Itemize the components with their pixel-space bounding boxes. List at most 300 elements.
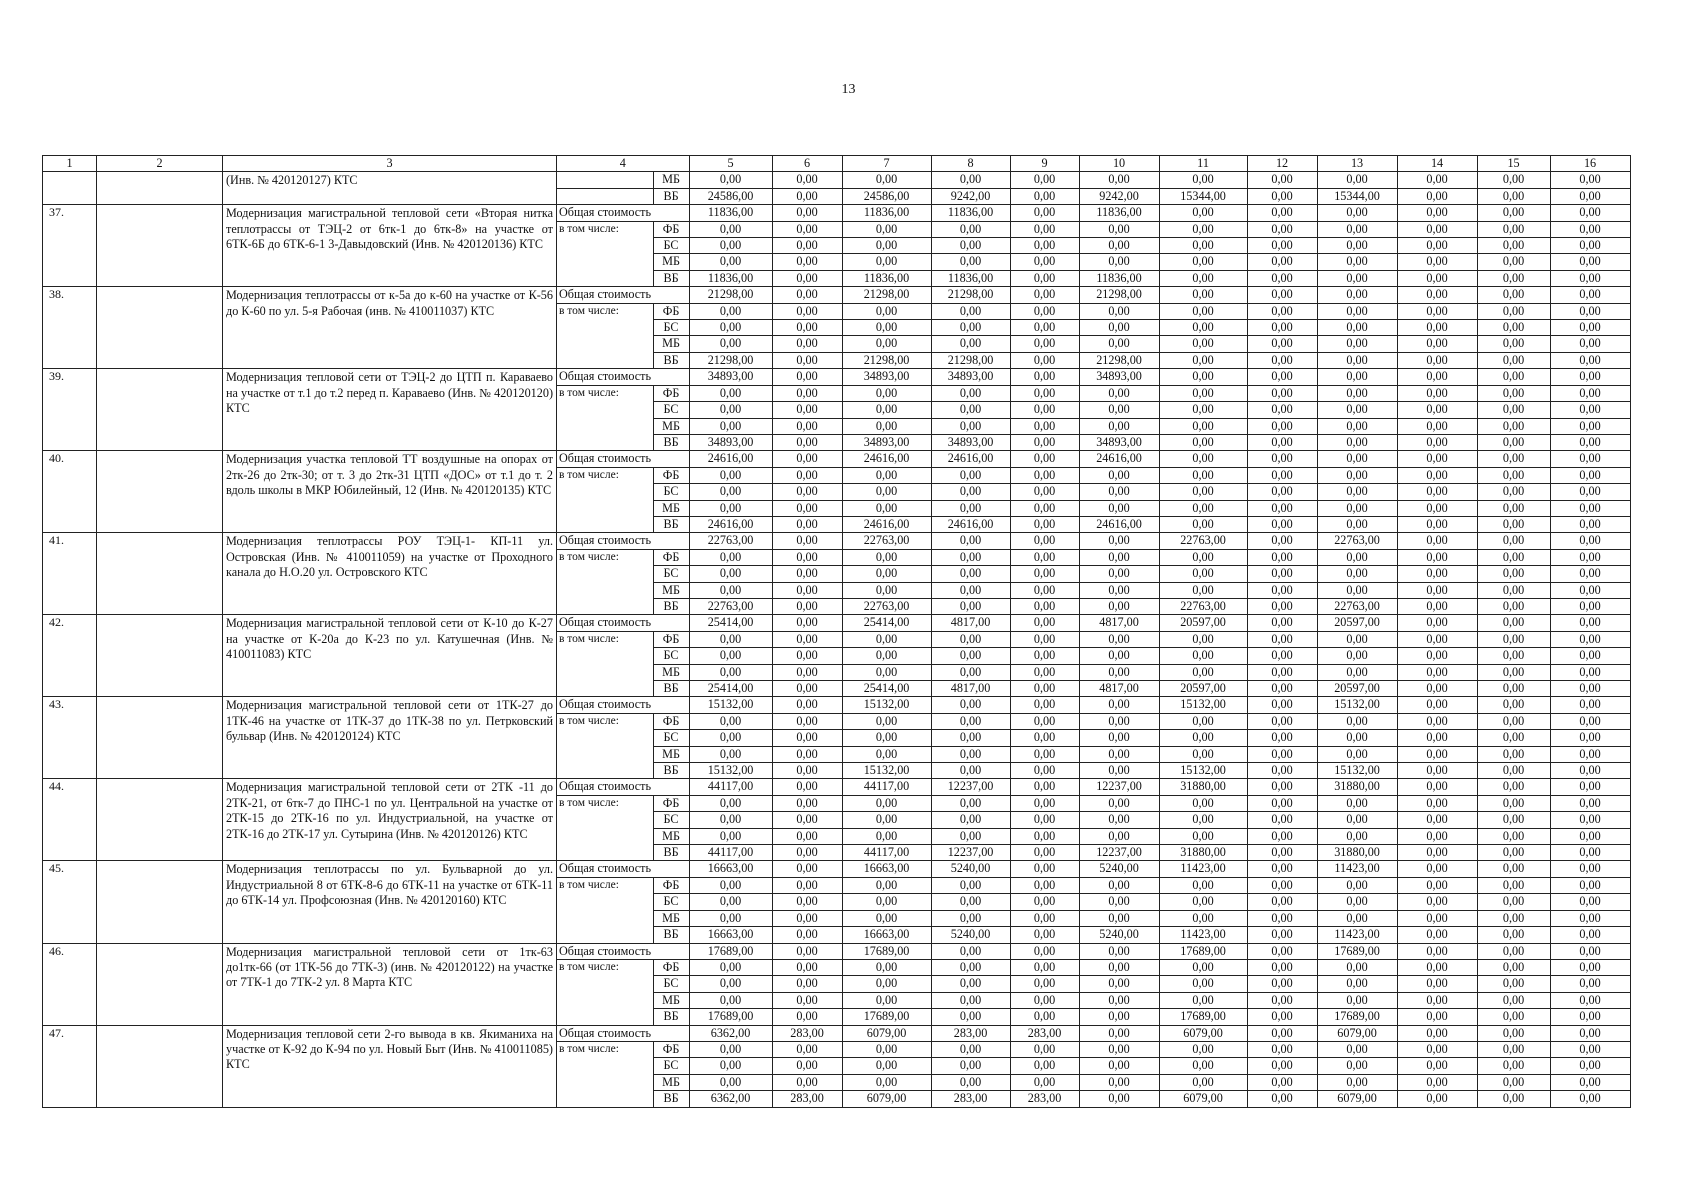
value-cell: 0,00 — [1079, 172, 1159, 188]
value-cell: 0,00 — [689, 566, 772, 582]
value-cell: 0,00 — [1010, 615, 1079, 631]
table-row — [43, 287, 1631, 303]
value-cell: 0,00 — [1079, 1025, 1159, 1041]
value-cell: 0,00 — [1010, 730, 1079, 746]
row-number: 43. — [43, 697, 97, 779]
value-cell: 0,00 — [1477, 681, 1550, 697]
value-cell: 0,00 — [842, 1074, 931, 1090]
project-name: Модернизация магистральной тепловой сети «Вторая нитка теплотрассы от ТЭЦ-2 от 6тк-1 до 6тк-8» на участке от 6ТК-6Б до 6ТК-6-1 3-Давыдовский (Инв. № 420120136) КТС — [223, 205, 557, 287]
value-cell: 0,00 — [772, 730, 842, 746]
value-cell: 0,00 — [1159, 205, 1247, 221]
value-cell: 0,00 — [1159, 812, 1247, 828]
total-cost-label-cont — [653, 287, 689, 303]
value-cell: 44117,00 — [689, 779, 772, 795]
value-cell: 0,00 — [1247, 500, 1317, 516]
value-cell: 0,00 — [1317, 205, 1397, 221]
value-cell: 0,00 — [1159, 352, 1247, 368]
value-cell: 0,00 — [1317, 303, 1397, 319]
value-cell: 0,00 — [1079, 467, 1159, 483]
value-cell: 15132,00 — [1159, 763, 1247, 779]
value-cell: 25414,00 — [689, 615, 772, 631]
value-cell: 34893,00 — [1079, 434, 1159, 450]
value-cell: 0,00 — [1477, 779, 1550, 795]
value-cell: 0,00 — [772, 943, 842, 959]
value-cell: 0,00 — [842, 795, 931, 811]
value-cell: 0,00 — [1477, 451, 1550, 467]
value-cell: 17689,00 — [842, 943, 931, 959]
value-cell: 283,00 — [772, 1091, 842, 1107]
value-cell: 11836,00 — [931, 270, 1010, 286]
value-cell: 0,00 — [772, 664, 842, 680]
value-cell: 17689,00 — [1317, 943, 1397, 959]
value-cell: 0,00 — [1159, 648, 1247, 664]
value-cell: 0,00 — [1159, 828, 1247, 844]
value-cell: 0,00 — [1010, 1041, 1079, 1057]
value-cell: 21298,00 — [842, 287, 931, 303]
value-cell: 0,00 — [1550, 369, 1630, 385]
value-cell: 0,00 — [1079, 631, 1159, 647]
value-cell: 11423,00 — [1317, 861, 1397, 877]
value-cell: 0,00 — [1550, 402, 1630, 418]
value-cell: 0,00 — [1550, 188, 1630, 204]
value-cell: 0,00 — [1317, 795, 1397, 811]
value-cell: 0,00 — [1397, 254, 1477, 270]
value-cell: 0,00 — [772, 631, 842, 647]
value-cell: 0,00 — [931, 172, 1010, 188]
value-cell: 0,00 — [1159, 877, 1247, 893]
value-cell: 0,00 — [689, 992, 772, 1008]
value-cell: 0,00 — [1477, 615, 1550, 631]
value-cell: 0,00 — [1397, 516, 1477, 532]
value-cell: 22763,00 — [1317, 598, 1397, 614]
value-cell: 0,00 — [1397, 976, 1477, 992]
value-cell: 0,00 — [1317, 238, 1397, 254]
value-cell: 0,00 — [1397, 451, 1477, 467]
value-cell: 0,00 — [1317, 664, 1397, 680]
value-cell: 0,00 — [1550, 516, 1630, 532]
value-cell: 0,00 — [1247, 681, 1317, 697]
value-cell: 0,00 — [772, 582, 842, 598]
value-cell: 0,00 — [1550, 927, 1630, 943]
value-cell: 0,00 — [1247, 943, 1317, 959]
value-cell: 22763,00 — [1159, 533, 1247, 549]
value-cell: 0,00 — [842, 648, 931, 664]
value-cell: 0,00 — [1159, 894, 1247, 910]
value-cell: 6079,00 — [842, 1025, 931, 1041]
header-cell: 6 — [772, 156, 842, 172]
value-cell: 0,00 — [842, 303, 931, 319]
value-cell: 24616,00 — [689, 451, 772, 467]
value-cell: 34893,00 — [1079, 369, 1159, 385]
total-cost-label: Общая стоимость — [557, 533, 654, 549]
value-cell: 0,00 — [1397, 598, 1477, 614]
value-cell: 0,00 — [1550, 238, 1630, 254]
value-cell: 0,00 — [1317, 172, 1397, 188]
value-cell: 0,00 — [1477, 828, 1550, 844]
header-cell: 9 — [1010, 156, 1079, 172]
row-number — [43, 172, 97, 205]
total-cost-label-cont — [653, 1025, 689, 1041]
value-cell: 22763,00 — [689, 598, 772, 614]
value-cell: 0,00 — [1247, 221, 1317, 237]
funding-source: БС — [653, 566, 689, 582]
value-cell: 0,00 — [931, 812, 1010, 828]
value-cell: 12237,00 — [931, 779, 1010, 795]
value-cell: 0,00 — [1317, 992, 1397, 1008]
value-cell: 0,00 — [689, 418, 772, 434]
value-cell: 0,00 — [1010, 681, 1079, 697]
value-cell: 0,00 — [1397, 1009, 1477, 1025]
total-cost-label-cont — [653, 533, 689, 549]
value-cell: 21298,00 — [689, 287, 772, 303]
value-cell: 11836,00 — [931, 205, 1010, 221]
value-cell: 0,00 — [1247, 730, 1317, 746]
value-cell: 0,00 — [1550, 385, 1630, 401]
value-cell: 0,00 — [1079, 221, 1159, 237]
value-cell: 0,00 — [1247, 910, 1317, 926]
value-cell: 0,00 — [1159, 287, 1247, 303]
funding-source: БС — [653, 484, 689, 500]
value-cell: 0,00 — [1550, 320, 1630, 336]
funding-source: ФБ — [653, 1041, 689, 1057]
project-name: Модернизация тепловой сети от ТЭЦ-2 до ЦТП п. Караваево на участке от т.1 до т.2 перед п. Караваево (Инв. № 420120120) КТС — [223, 369, 557, 451]
value-cell: 24616,00 — [1079, 516, 1159, 532]
value-cell: 4817,00 — [931, 681, 1010, 697]
value-cell: 0,00 — [772, 697, 842, 713]
value-cell: 25414,00 — [842, 615, 931, 631]
value-cell: 0,00 — [842, 320, 931, 336]
value-cell: 0,00 — [842, 582, 931, 598]
value-cell: 0,00 — [1079, 812, 1159, 828]
value-cell: 0,00 — [1477, 238, 1550, 254]
value-cell: 0,00 — [1247, 976, 1317, 992]
header-cell: 16 — [1550, 156, 1630, 172]
empty-cell — [97, 779, 223, 861]
value-cell: 0,00 — [1010, 943, 1079, 959]
value-cell: 0,00 — [1550, 648, 1630, 664]
value-cell: 0,00 — [1550, 484, 1630, 500]
value-cell: 9242,00 — [931, 188, 1010, 204]
value-cell: 0,00 — [1247, 959, 1317, 975]
value-cell: 0,00 — [1317, 582, 1397, 598]
project-name: Модернизация магистральной тепловой сети от 1тк-63 до1тк-66 (от 1ТК-56 до 7ТК-3) (инв. № 420120122) на участке от 7ТК-1 до 7ТК-2 ул. 8 Марта КТС — [223, 943, 557, 1025]
value-cell: 0,00 — [1397, 172, 1477, 188]
value-cell: 0,00 — [1159, 631, 1247, 647]
empty-cell — [97, 943, 223, 1025]
value-cell: 0,00 — [1317, 254, 1397, 270]
value-cell: 0,00 — [1247, 451, 1317, 467]
value-cell: 0,00 — [1397, 894, 1477, 910]
value-cell: 0,00 — [1010, 795, 1079, 811]
value-cell: 0,00 — [772, 1041, 842, 1057]
value-cell: 0,00 — [1159, 1058, 1247, 1074]
value-cell: 0,00 — [931, 763, 1010, 779]
value-cell: 0,00 — [1010, 861, 1079, 877]
funding-source: БС — [653, 402, 689, 418]
value-cell: 0,00 — [1317, 336, 1397, 352]
value-cell: 0,00 — [1159, 713, 1247, 729]
value-cell: 15132,00 — [842, 697, 931, 713]
value-cell: 5240,00 — [1079, 927, 1159, 943]
value-cell: 0,00 — [772, 976, 842, 992]
row-number: 44. — [43, 779, 97, 861]
value-cell: 0,00 — [1477, 795, 1550, 811]
value-cell: 0,00 — [1397, 582, 1477, 598]
value-cell: 11836,00 — [1079, 270, 1159, 286]
value-cell: 0,00 — [842, 910, 931, 926]
value-cell: 0,00 — [1079, 828, 1159, 844]
value-cell: 21298,00 — [931, 352, 1010, 368]
value-cell: 0,00 — [1550, 287, 1630, 303]
value-cell: 0,00 — [1550, 894, 1630, 910]
empty-cell — [97, 205, 223, 287]
value-cell: 31880,00 — [1317, 779, 1397, 795]
header-cell: 8 — [931, 156, 1010, 172]
value-cell: 0,00 — [772, 402, 842, 418]
value-cell: 0,00 — [689, 795, 772, 811]
value-cell: 0,00 — [1550, 877, 1630, 893]
value-cell: 0,00 — [1317, 500, 1397, 516]
value-cell: 0,00 — [1317, 959, 1397, 975]
value-cell: 22763,00 — [842, 598, 931, 614]
value-cell: 0,00 — [1550, 812, 1630, 828]
value-cell: 0,00 — [1079, 484, 1159, 500]
value-cell: 0,00 — [931, 1058, 1010, 1074]
value-cell: 0,00 — [1010, 303, 1079, 319]
value-cell: 0,00 — [842, 812, 931, 828]
value-cell: 0,00 — [772, 795, 842, 811]
value-cell: 0,00 — [1477, 959, 1550, 975]
value-cell: 0,00 — [689, 976, 772, 992]
value-cell: 0,00 — [772, 205, 842, 221]
project-name: Модернизация магистральной тепловой сети от 2ТК -11 до 2ТК-21, от 6тк-7 до ПНС-1 по ул. Центральной на участке от 2ТК-15 до 2ТК-16 по ул. Индустриальной, на участке от 2ТК-16 до 2ТК-17 ул. Сутырина (Инв. № 420120126) КТС — [223, 779, 557, 861]
total-cost-label-cont — [653, 779, 689, 795]
value-cell: 0,00 — [1247, 664, 1317, 680]
value-cell: 34893,00 — [931, 369, 1010, 385]
funding-source: ФБ — [653, 631, 689, 647]
value-cell: 0,00 — [931, 746, 1010, 762]
value-cell: 0,00 — [772, 812, 842, 828]
value-cell: 0,00 — [931, 500, 1010, 516]
project-name: (Инв. № 420120127) КТС — [223, 172, 557, 205]
funding-source: ВБ — [653, 188, 689, 204]
value-cell: 0,00 — [1397, 1058, 1477, 1074]
value-cell: 0,00 — [1477, 418, 1550, 434]
value-cell: 15132,00 — [689, 697, 772, 713]
value-cell: 0,00 — [1477, 172, 1550, 188]
value-cell: 0,00 — [931, 894, 1010, 910]
value-cell: 0,00 — [689, 172, 772, 188]
value-cell: 0,00 — [1247, 238, 1317, 254]
empty-cell — [97, 369, 223, 451]
value-cell: 11836,00 — [689, 205, 772, 221]
value-cell: 283,00 — [931, 1091, 1010, 1107]
value-cell: 0,00 — [842, 828, 931, 844]
value-cell: 0,00 — [1079, 648, 1159, 664]
value-cell: 0,00 — [1010, 369, 1079, 385]
value-cell: 0,00 — [689, 549, 772, 565]
value-cell: 0,00 — [1550, 434, 1630, 450]
value-cell: 0,00 — [689, 877, 772, 893]
value-cell: 0,00 — [1397, 648, 1477, 664]
value-cell: 0,00 — [1010, 467, 1079, 483]
empty-cell — [97, 451, 223, 533]
funding-source: ВБ — [653, 434, 689, 450]
value-cell: 0,00 — [842, 566, 931, 582]
value-cell: 0,00 — [772, 566, 842, 582]
value-cell: 0,00 — [1247, 467, 1317, 483]
value-cell: 0,00 — [1477, 598, 1550, 614]
value-cell: 0,00 — [842, 336, 931, 352]
value-cell: 0,00 — [1397, 402, 1477, 418]
empty-cell — [97, 172, 223, 205]
value-cell: 0,00 — [931, 303, 1010, 319]
value-cell: 0,00 — [1397, 303, 1477, 319]
value-cell: 0,00 — [1159, 402, 1247, 418]
value-cell: 0,00 — [1550, 172, 1630, 188]
value-cell: 0,00 — [1247, 336, 1317, 352]
value-cell: 0,00 — [842, 467, 931, 483]
value-cell: 0,00 — [1317, 1058, 1397, 1074]
value-cell: 0,00 — [931, 336, 1010, 352]
value-cell: 0,00 — [931, 910, 1010, 926]
value-cell: 0,00 — [1079, 582, 1159, 598]
value-cell: 0,00 — [931, 730, 1010, 746]
value-cell: 0,00 — [689, 910, 772, 926]
value-cell: 0,00 — [931, 648, 1010, 664]
value-cell: 44117,00 — [842, 779, 931, 795]
value-cell: 5240,00 — [931, 861, 1010, 877]
value-cell: 17689,00 — [1159, 943, 1247, 959]
value-cell: 0,00 — [1317, 877, 1397, 893]
value-cell: 0,00 — [842, 500, 931, 516]
value-cell: 0,00 — [1010, 533, 1079, 549]
value-cell: 0,00 — [1550, 418, 1630, 434]
funding-source: МБ — [653, 910, 689, 926]
value-cell: 0,00 — [1397, 877, 1477, 893]
value-cell: 0,00 — [1397, 664, 1477, 680]
value-cell: 0,00 — [1247, 1025, 1317, 1041]
value-cell: 12237,00 — [931, 845, 1010, 861]
label-cell — [557, 172, 654, 188]
value-cell: 0,00 — [1247, 352, 1317, 368]
value-cell: 0,00 — [772, 746, 842, 762]
value-cell: 6079,00 — [1159, 1025, 1247, 1041]
value-cell: 0,00 — [772, 877, 842, 893]
value-cell: 0,00 — [931, 385, 1010, 401]
value-cell: 9242,00 — [1079, 188, 1159, 204]
value-cell: 0,00 — [689, 484, 772, 500]
value-cell: 0,00 — [842, 730, 931, 746]
value-cell: 4817,00 — [931, 615, 1010, 631]
value-cell: 0,00 — [1550, 681, 1630, 697]
value-cell: 0,00 — [1247, 270, 1317, 286]
value-cell: 0,00 — [1247, 894, 1317, 910]
value-cell: 6079,00 — [1317, 1025, 1397, 1041]
value-cell: 0,00 — [931, 549, 1010, 565]
funding-source: МБ — [653, 254, 689, 270]
value-cell: 15344,00 — [1317, 188, 1397, 204]
value-cell: 0,00 — [1159, 664, 1247, 680]
value-cell: 0,00 — [1477, 303, 1550, 319]
value-cell: 0,00 — [689, 402, 772, 418]
header-row — [43, 156, 1631, 172]
value-cell: 0,00 — [1397, 828, 1477, 844]
value-cell: 0,00 — [1477, 877, 1550, 893]
total-cost-label-cont — [653, 615, 689, 631]
value-cell: 0,00 — [1477, 713, 1550, 729]
value-cell: 0,00 — [1397, 467, 1477, 483]
value-cell: 0,00 — [772, 303, 842, 319]
value-cell: 17689,00 — [1159, 1009, 1247, 1025]
value-cell: 0,00 — [1317, 828, 1397, 844]
value-cell: 0,00 — [689, 746, 772, 762]
value-cell: 0,00 — [772, 910, 842, 926]
value-cell: 0,00 — [772, 336, 842, 352]
value-cell: 0,00 — [1397, 697, 1477, 713]
value-cell: 0,00 — [1010, 877, 1079, 893]
page-number: 13 — [841, 82, 856, 97]
value-cell: 0,00 — [1159, 434, 1247, 450]
value-cell: 0,00 — [1010, 500, 1079, 516]
funding-source: ФБ — [653, 303, 689, 319]
value-cell: 0,00 — [1247, 1091, 1317, 1107]
funding-source: БС — [653, 1058, 689, 1074]
value-cell: 0,00 — [1397, 238, 1477, 254]
value-cell: 12237,00 — [1079, 779, 1159, 795]
value-cell: 0,00 — [1397, 1025, 1477, 1041]
value-cell: 0,00 — [1247, 385, 1317, 401]
value-cell: 0,00 — [1010, 238, 1079, 254]
value-cell: 0,00 — [931, 976, 1010, 992]
value-cell: 6079,00 — [842, 1091, 931, 1107]
header-cell: 15 — [1477, 156, 1550, 172]
value-cell: 0,00 — [1550, 1041, 1630, 1057]
funding-source: ФБ — [653, 385, 689, 401]
value-cell: 0,00 — [1159, 582, 1247, 598]
value-cell: 0,00 — [1010, 648, 1079, 664]
value-cell: 0,00 — [1159, 730, 1247, 746]
funding-source: МБ — [653, 1074, 689, 1090]
value-cell: 0,00 — [1477, 188, 1550, 204]
value-cell: 0,00 — [1010, 336, 1079, 352]
value-cell: 0,00 — [1550, 730, 1630, 746]
value-cell: 0,00 — [1247, 1058, 1317, 1074]
value-cell: 6362,00 — [689, 1091, 772, 1107]
value-cell: 0,00 — [772, 533, 842, 549]
value-cell: 24616,00 — [931, 451, 1010, 467]
value-cell: 0,00 — [772, 467, 842, 483]
row-number: 47. — [43, 1025, 97, 1107]
value-cell: 0,00 — [772, 927, 842, 943]
value-cell: 0,00 — [1079, 959, 1159, 975]
value-cell: 0,00 — [842, 484, 931, 500]
value-cell: 0,00 — [931, 713, 1010, 729]
value-cell: 0,00 — [1159, 467, 1247, 483]
value-cell: 0,00 — [1079, 992, 1159, 1008]
funding-source: ФБ — [653, 713, 689, 729]
value-cell: 0,00 — [1010, 172, 1079, 188]
funding-source: МБ — [653, 172, 689, 188]
value-cell: 0,00 — [1010, 779, 1079, 795]
value-cell: 0,00 — [1247, 369, 1317, 385]
value-cell: 0,00 — [931, 697, 1010, 713]
empty-cell — [97, 1025, 223, 1107]
value-cell: 0,00 — [1247, 1041, 1317, 1057]
value-cell: 0,00 — [1247, 697, 1317, 713]
value-cell: 283,00 — [931, 1025, 1010, 1041]
including-label: в том числе: — [557, 713, 654, 779]
